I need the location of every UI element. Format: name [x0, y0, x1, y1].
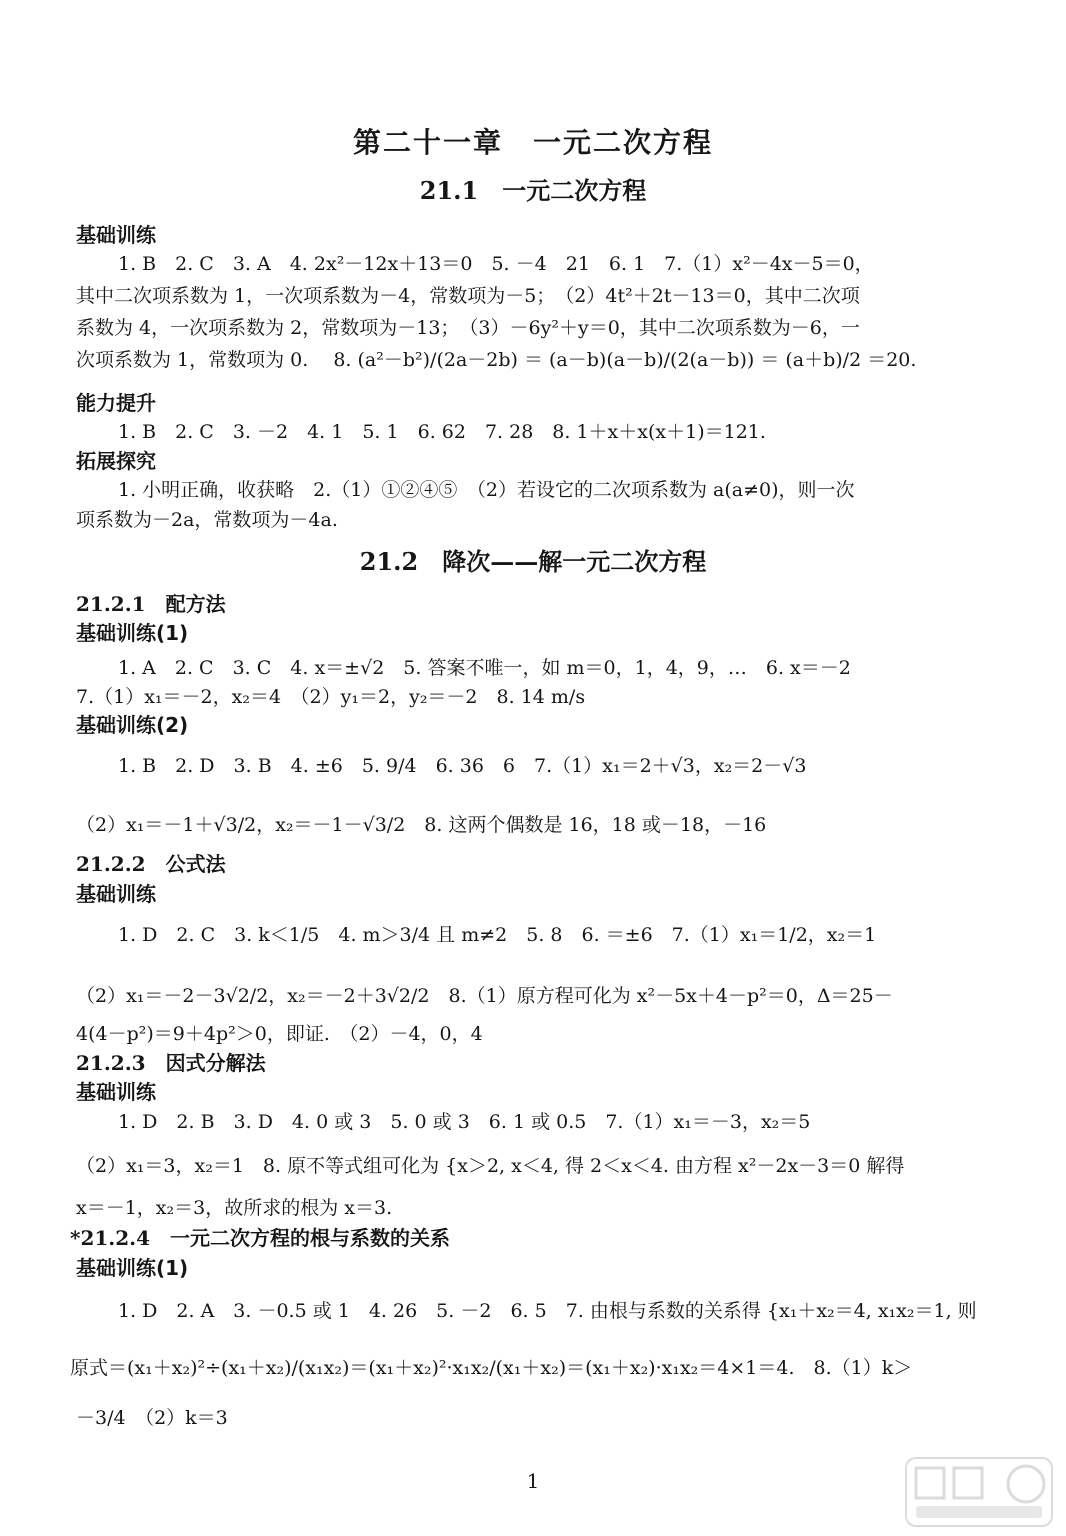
label-basic-training-2: 基础训练(2) [76, 713, 189, 737]
answer-line: x＝－1，x₂＝3，故所求的根为 x＝3. [76, 1197, 393, 1219]
answer-line: 4(4－p²)＝9＋4p²＞0，即证. （2）－4，0，4 [76, 1023, 483, 1045]
answer-line: 系数为 4，一次项系数为 2，常数项为－13； （3）－6y²＋y＝0，其中二次项系数为－6，一 [76, 317, 860, 339]
subsection-21-2-3: 21.2.3 因式分解法 [76, 1051, 266, 1075]
answer-line: （2）x₁＝－1＋√3/2，x₂＝－1－√3/2 8. 这两个偶数是 16，18 或－18，－16 [76, 814, 767, 836]
answer-line: 1. B 2. C 3. A 4. 2x²－12x＋13＝0 5. －4 21 6. 1 7.（1）x²－4x－5＝0， [118, 253, 874, 275]
answer-line: 次项系数为 1，常数项为 0. 8. (a²－b²)/(2a－2b) ＝ (a－b)(a－b)/(2(a－b)) ＝ (a＋b)/2 ＝20. [76, 349, 917, 371]
answer-line: 其中二次项系数为 1，一次项系数为－4，常数项为－5； （2）4t²＋2t－13＝0，其中二次项 [76, 285, 860, 307]
answer-line: 1. B 2. C 3. －2 4. 1 5. 1 6. 62 7. 28 8. 1＋x＋x(x＋1)＝121. [118, 421, 766, 443]
subsection-21-2-2: 21.2.2 公式法 [76, 852, 226, 876]
answer-line: 7.（1）x₁＝－2，x₂＝4 （2）y₁＝2，y₂＝－2 8. 14 m/s [76, 686, 586, 708]
answer-line: 1. D 2. B 3. D 4. 0 或 3 5. 0 或 3 6. 1 或 0.5 7.（1）x₁＝－3，x₂＝5 [118, 1111, 811, 1133]
answer-line: 1. D 2. C 3. k＜1/5 4. m＞3/4 且 m≠2 5. 8 6. ＝±6 7.（1）x₁＝1/2，x₂＝1 [118, 924, 877, 946]
answer-line: （2）x₁＝－2－3√2/2，x₂＝－2＋3√2/2 8.（1）原方程可化为 x²－5x＋4－p²＝0，Δ＝25－ [76, 985, 893, 1007]
answer-line: 1. 小明正确，收获略 2.（1）①②④⑤ （2）若设它的二次项系数为 a(a≠0)，则一次 [118, 479, 855, 501]
section-title-21-2: 21.2 降次——解一元二次方程 [359, 547, 707, 576]
label-basic-training: 基础训练 [76, 882, 156, 906]
answer-line: 项系数为－2a，常数项为－4a. [76, 509, 338, 531]
label-explore: 拓展探究 [76, 449, 156, 473]
label-basic-training: 基础训练 [76, 1080, 156, 1104]
label-basic-training-1: 基础训练(1) [76, 621, 189, 645]
subsection-21-2-1: 21.2.1 配方法 [76, 592, 226, 616]
watermark-logo [904, 1456, 1054, 1528]
chapter-title: 第二十一章 一元二次方程 [352, 126, 713, 159]
answer-line: 原式＝(x₁＋x₂)²÷(x₁＋x₂)/(x₁x₂)＝(x₁＋x₂)²·x₁x₂/(x₁＋x₂)＝(x₁＋x₂)·x₁x₂＝4×1＝4. 8.（1）k＞ [70, 1357, 913, 1379]
answer-line: （2）x₁＝3，x₂＝1 8. 原不等式组可化为 {x＞2, x＜4, 得 2＜x＜4. 由方程 x²－2x－3＝0 解得 [76, 1155, 905, 1177]
answer-line: 1. B 2. D 3. B 4. ±6 5. 9/4 6. 36 6 7.（1）x₁＝2＋√3，x₂＝2－√3 [118, 755, 807, 777]
section-title-21-1: 21.1 一元二次方程 [419, 176, 647, 205]
subsection-21-2-4: *21.2.4 一元二次方程的根与系数的关系 [70, 1226, 451, 1250]
answer-line: 1. D 2. A 3. －0.5 或 1 4. 26 5. －2 6. 5 7. 由根与系数的关系得 {x₁＋x₂＝4, x₁x₂＝1, 则 [118, 1300, 977, 1322]
answer-line: 1. A 2. C 3. C 4. x＝±√2 5. 答案不唯一，如 m＝0，1，4，9，… 6. x＝－2 [118, 657, 851, 679]
page-number: 1 [526, 1469, 540, 1493]
label-basic-training-1: 基础训练(1) [76, 1256, 189, 1280]
label-basic-training: 基础训练 [76, 223, 156, 247]
label-ability: 能力提升 [76, 391, 156, 415]
answer-line: －3/4 （2）k＝3 [76, 1407, 228, 1429]
